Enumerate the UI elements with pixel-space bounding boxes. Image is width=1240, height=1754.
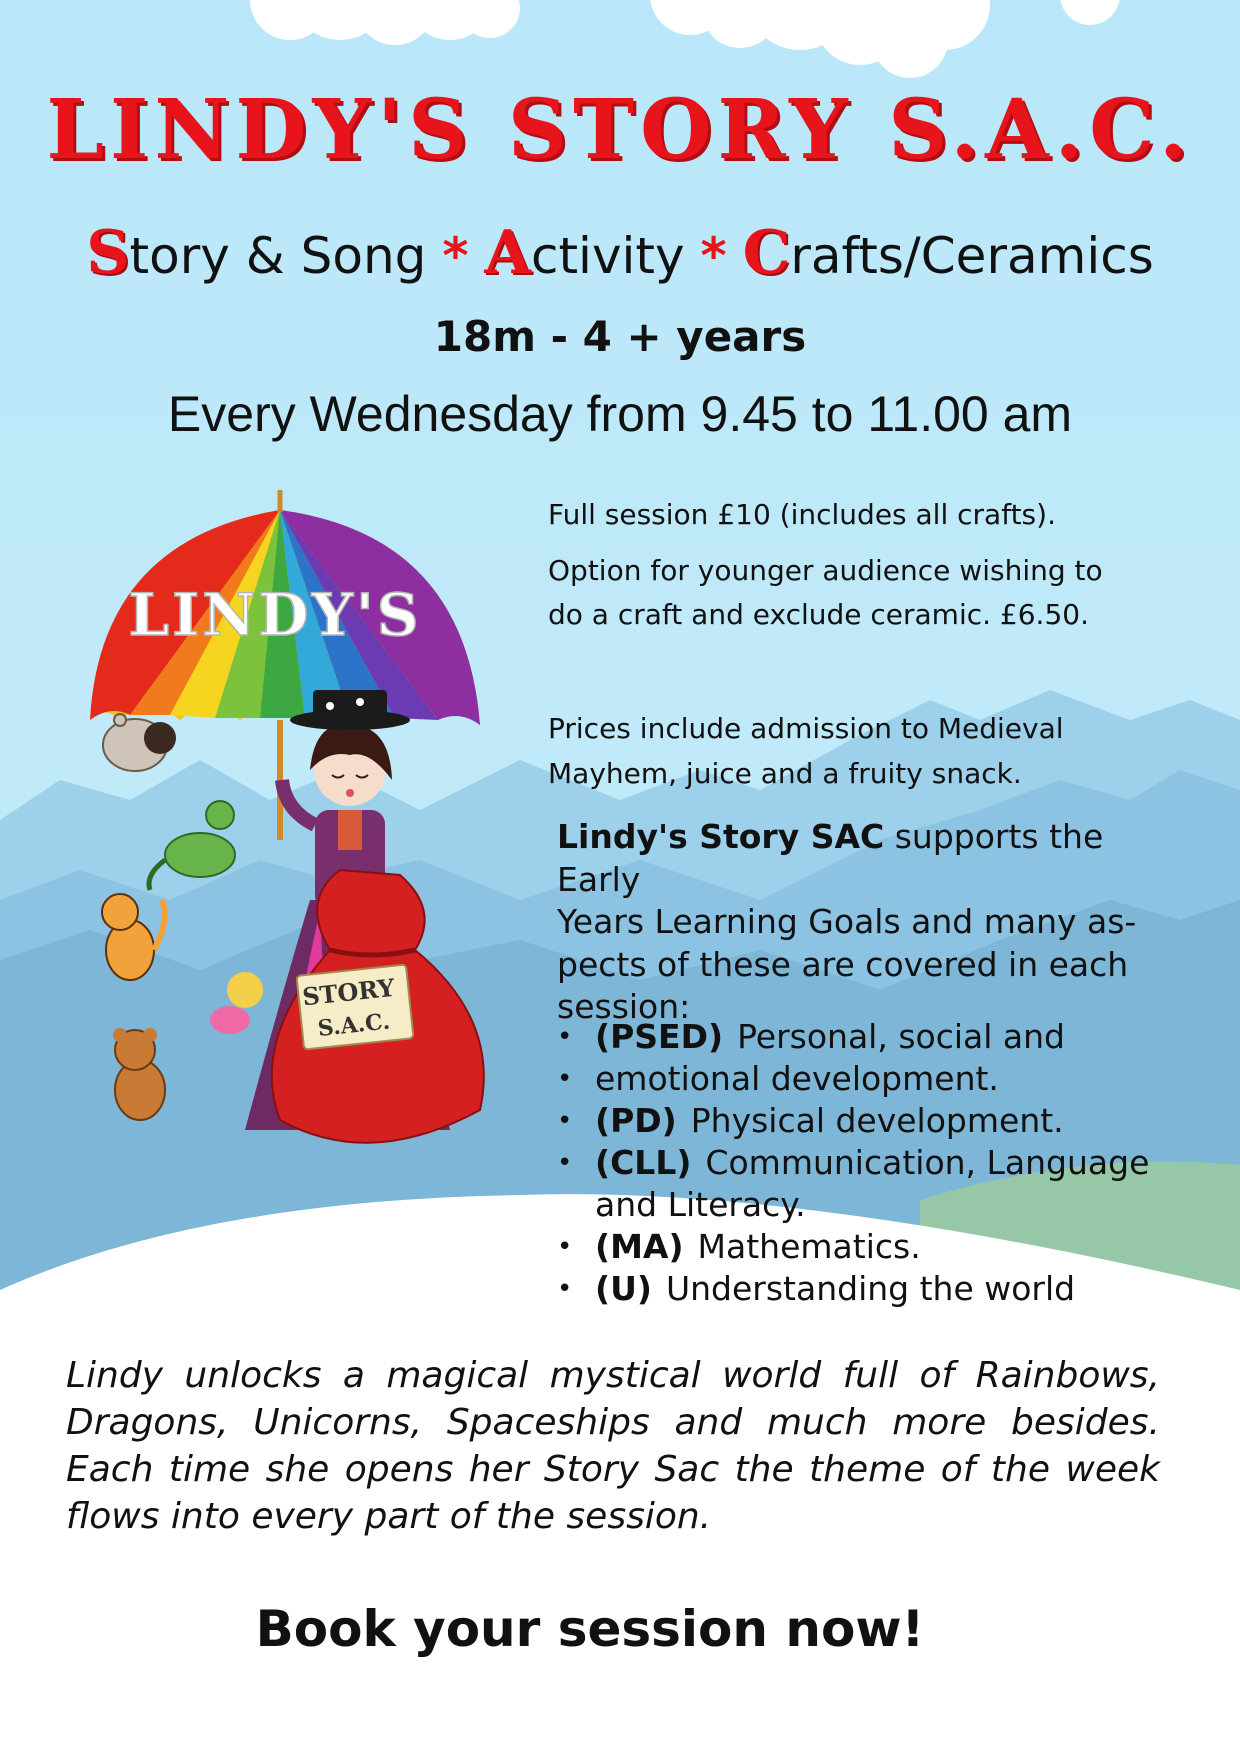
subtitle-separator: * xyxy=(442,227,469,285)
page-title: LINDY'S STORY S.A.C. xyxy=(46,82,1194,178)
list-item xyxy=(557,1016,1177,1058)
goals-intro-line1: supports the Early xyxy=(557,817,1104,899)
subtitle xyxy=(0,218,1240,288)
goals-list xyxy=(557,1016,1177,1310)
schedule: Every Wednesday from 9.45 to 11.00 am xyxy=(167,386,1073,442)
story-paragraph: Lindy unlocks a magical mystical world full of Rainbows, Dragons, Unicorns, Spaceships and much more besides. Each time she opens her Story Sac the theme of the week flows into every part of the session. xyxy=(66,1355,1160,1537)
subtitle-story-song: tory & Song xyxy=(129,227,443,285)
goal-code: (CLL) xyxy=(595,1143,692,1182)
age-range: 18m - 4 + years xyxy=(433,312,807,361)
story-sack-icon xyxy=(272,870,484,1143)
tiger-icon xyxy=(102,894,165,980)
subtitle-separator: * xyxy=(700,227,727,285)
goals-intro-line3: pects of these are covered in each xyxy=(557,944,1129,984)
bag-label-line1: STORY xyxy=(300,972,396,1012)
price-includes-line1: Prices include admission to Medieval xyxy=(548,712,1064,745)
brand-name: Lindy's Story SAC xyxy=(557,817,885,856)
book-now-heading: Book your session now! xyxy=(255,1600,925,1658)
list-item xyxy=(557,1268,1177,1310)
goal-code: (MA) xyxy=(595,1227,684,1266)
goal-code: (PD) xyxy=(595,1101,677,1140)
list-item xyxy=(557,1100,1177,1142)
lindy-illustration xyxy=(70,480,550,1200)
goal-text: emotional development. xyxy=(595,1059,999,1098)
goal-code: (PSED) xyxy=(595,1017,724,1056)
subtitle-cap-s: S xyxy=(86,218,130,288)
subtitle-cap-c: C xyxy=(742,218,791,288)
list-item xyxy=(557,1142,1177,1226)
subtitle-cap-a: A xyxy=(484,218,531,288)
doll-icon xyxy=(210,972,263,1034)
goals-intro-line2: Years Learning Goals and many as- xyxy=(557,902,1137,941)
bag-label-line2: S.A.C. xyxy=(316,1008,392,1042)
teddy-bear-icon xyxy=(113,1028,165,1120)
price-includes-line2: Mayhem, juice and a fruity snack. xyxy=(548,757,1022,790)
list-item xyxy=(557,1226,1177,1268)
pug-dog-icon xyxy=(103,714,176,771)
list-item xyxy=(557,1058,1177,1100)
umbrella-label: LINDY'S xyxy=(128,581,422,649)
subtitle-activity: ctivity xyxy=(530,227,701,285)
goal-text: Physical development. xyxy=(690,1101,1064,1140)
subtitle-crafts: rafts/Ceramics xyxy=(790,227,1154,285)
goal-code: (U) xyxy=(595,1269,652,1308)
goal-text: Communication, Language and Literacy. xyxy=(595,1143,1150,1224)
goals-intro-line xyxy=(557,816,1157,901)
price-option-line1: Option for younger audience wishing to xyxy=(548,554,1103,587)
goal-text: Personal, social and xyxy=(737,1017,1065,1056)
goals-intro-line4: session: xyxy=(557,987,691,1026)
goal-text: Understanding the world xyxy=(665,1269,1076,1308)
goal-text: Mathematics. xyxy=(697,1227,921,1266)
price-full-session: Full session £10 (includes all crafts). xyxy=(548,498,1056,531)
dragon-icon xyxy=(149,801,235,890)
goals-intro xyxy=(557,816,1157,1029)
price-option-line2: do a craft and exclude ceramic. £6.50. xyxy=(548,598,1089,631)
